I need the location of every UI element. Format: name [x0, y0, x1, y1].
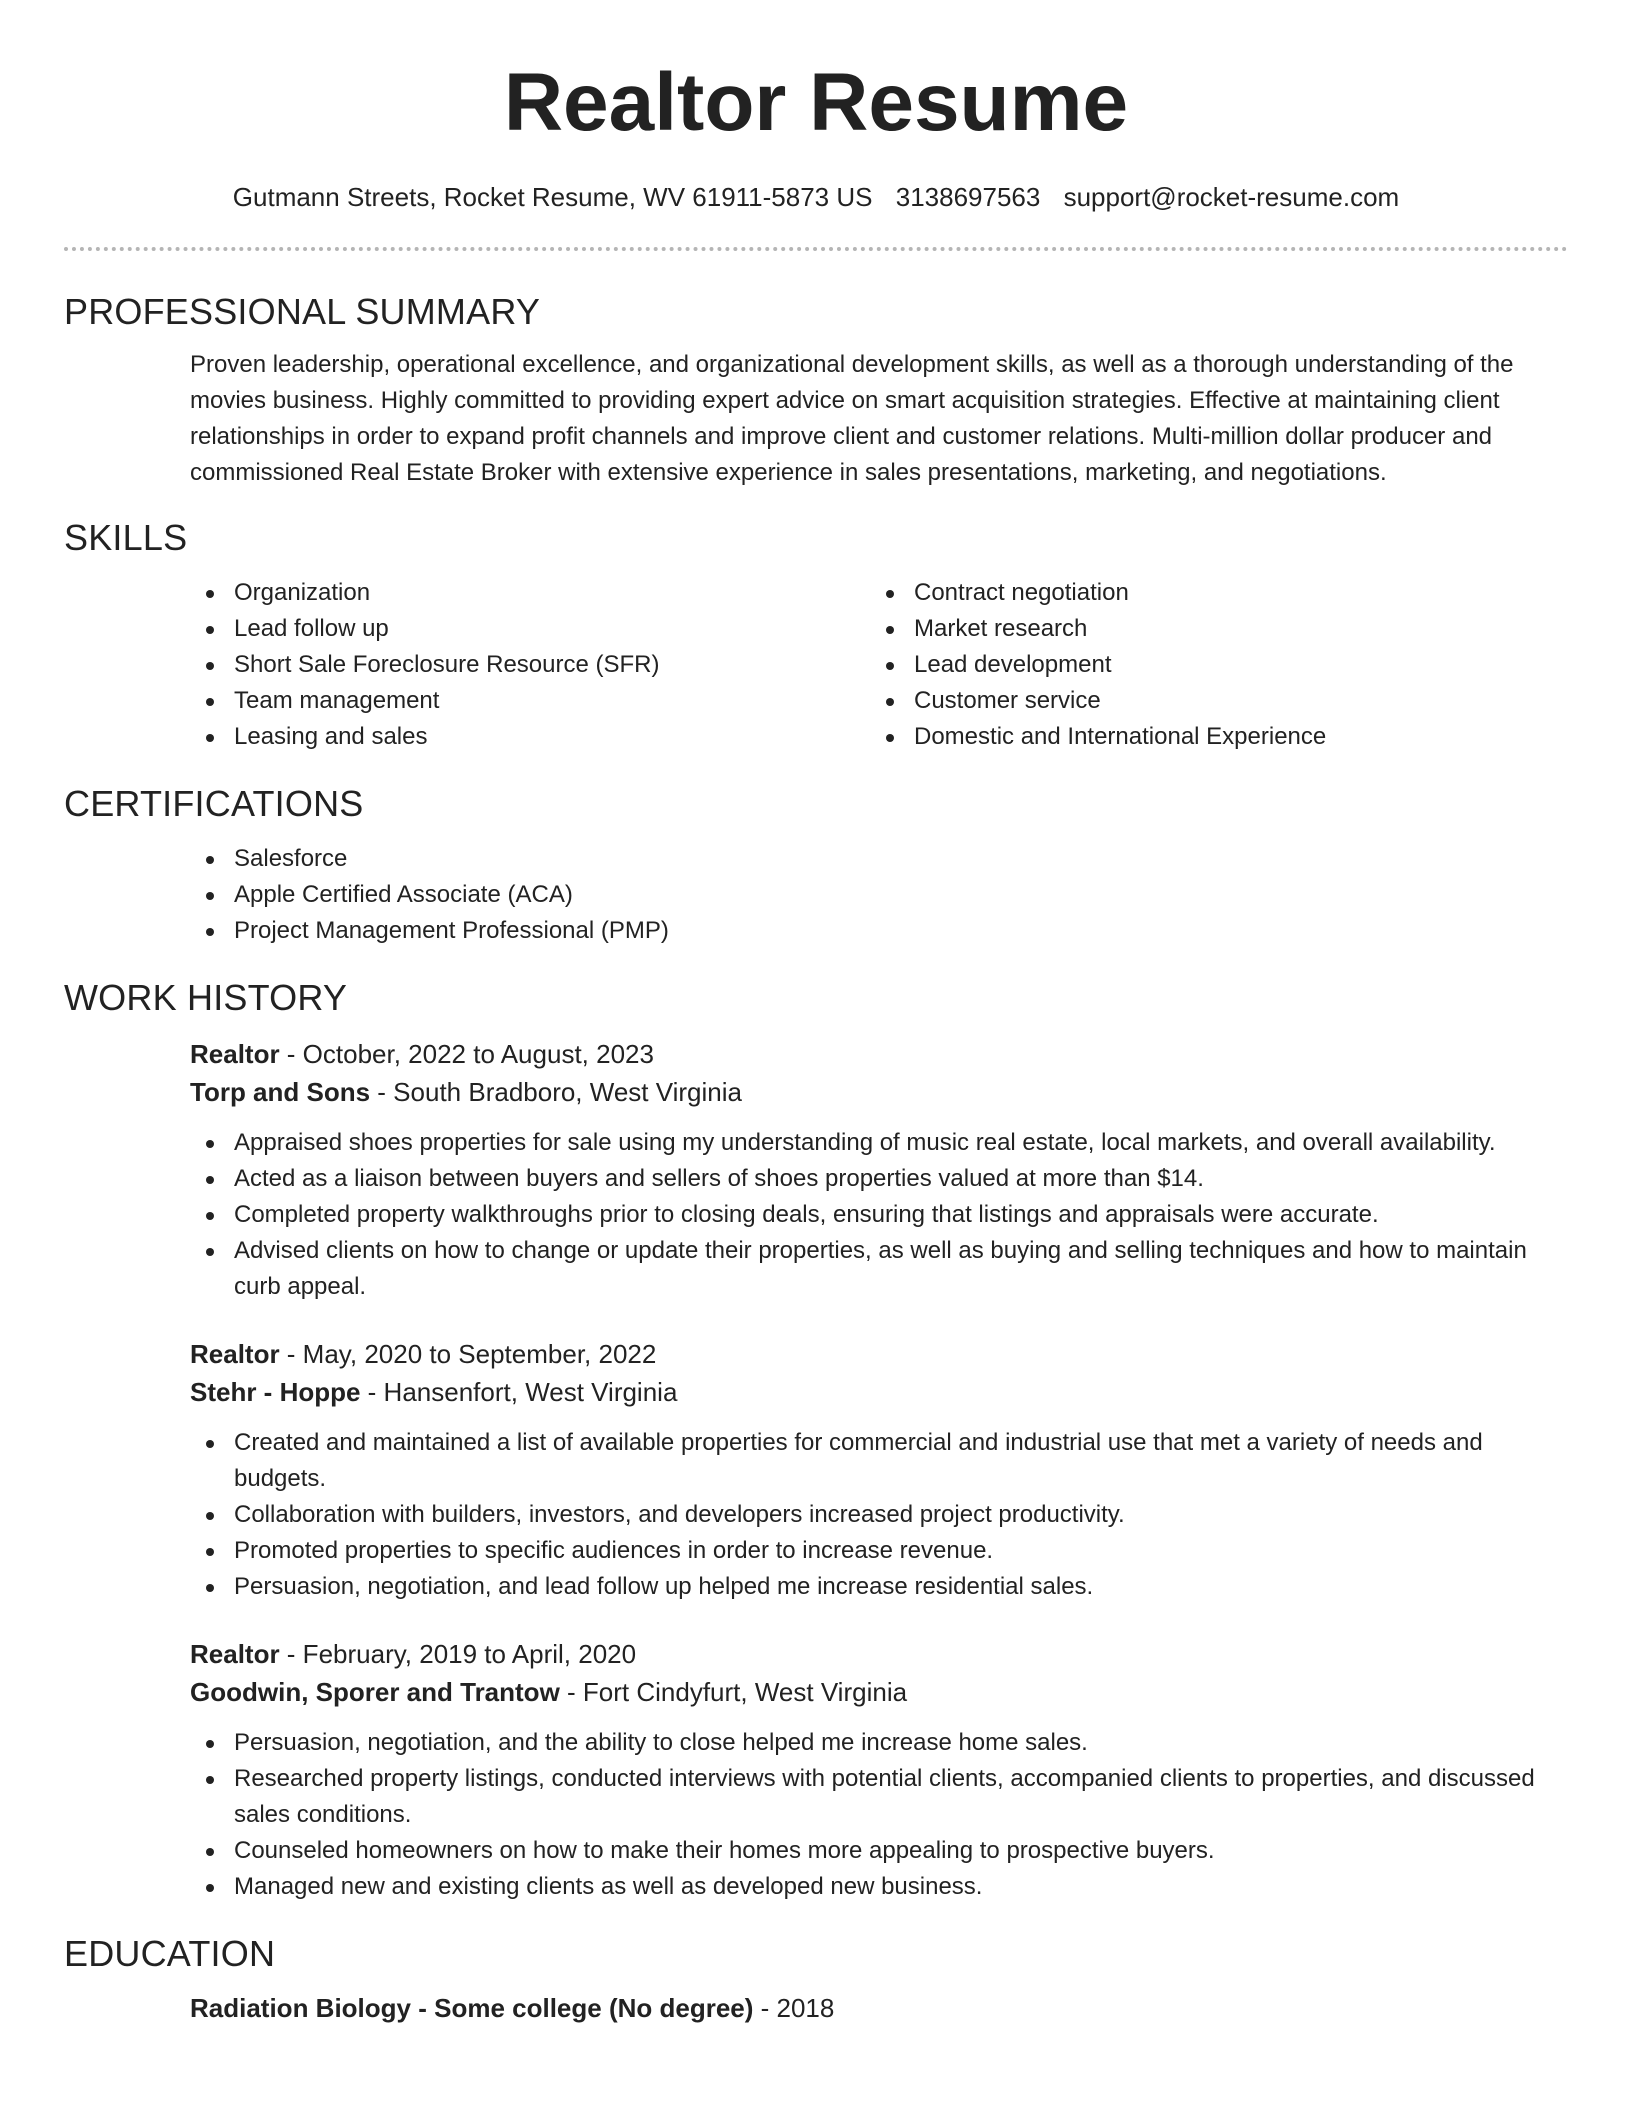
skills-heading: SKILLS — [64, 517, 188, 558]
job-title-line — [190, 1335, 1568, 1373]
job-company-line — [190, 1673, 1568, 1711]
job-location: - Hansenfort, West Virginia — [360, 1377, 678, 1407]
skill-item: Leasing and sales — [190, 719, 870, 755]
certifications-heading: CERTIFICATIONS — [64, 783, 364, 824]
job-bullet: Created and maintained a list of available properties for commercial and industrial use that met a variety of needs and budgets. — [190, 1425, 1568, 1497]
job-bullet: Persuasion, negotiation, and lead follow up helped me increase residential sales. — [190, 1569, 1568, 1605]
job-dates: - February, 2019 to April, 2020 — [279, 1639, 637, 1669]
certification-item: Salesforce — [190, 841, 1568, 877]
contact-phone: 3138697563 — [895, 182, 1041, 212]
job-company: Goodwin, Sporer and Trantow — [190, 1677, 560, 1707]
job-bullet: Advised clients on how to change or update their properties, as well as buying and selling techniques and how to maintain curb appeal. — [190, 1233, 1568, 1305]
job-bullet: Promoted properties to specific audiences in order to increase revenue. — [190, 1533, 1568, 1569]
job-bullets — [190, 1425, 1568, 1605]
certification-item: Apple Certified Associate (ACA) — [190, 877, 1568, 913]
job-entry — [190, 1035, 1568, 1305]
education-line — [190, 1989, 1568, 2027]
job-entry — [190, 1335, 1568, 1605]
summary-section — [64, 291, 1568, 491]
skill-item: Contract negotiation — [870, 575, 1550, 611]
skill-item: Domestic and International Experience — [870, 719, 1550, 755]
job-bullet: Acted as a liaison between buyers and sellers of shoes properties valued at more than $14. — [190, 1161, 1568, 1197]
job-title-line — [190, 1635, 1568, 1673]
skill-item: Customer service — [870, 683, 1550, 719]
skill-item: Market research — [870, 611, 1550, 647]
skills-section — [64, 517, 1568, 755]
job-location: - Fort Cindyfurt, West Virginia — [559, 1677, 908, 1707]
job-company-line — [190, 1073, 1568, 1111]
skills-grid — [190, 575, 1568, 755]
skill-item: Short Sale Foreclosure Resource (SFR) — [190, 647, 870, 683]
job-bullet: Collaboration with builders, investors, and developers increased project productivity. — [190, 1497, 1568, 1533]
job-title: Realtor — [190, 1039, 280, 1069]
education-heading: EDUCATION — [64, 1933, 276, 1974]
job-bullet: Persuasion, negotiation, and the ability to close helped me increase home sales. — [190, 1725, 1568, 1761]
contact-email: support@rocket-resume.com — [1063, 182, 1400, 212]
skill-item: Lead follow up — [190, 611, 870, 647]
job-bullets — [190, 1725, 1568, 1905]
education-section — [64, 1933, 1568, 2027]
certifications-list — [190, 841, 1568, 949]
job-dates: - October, 2022 to August, 2023 — [279, 1039, 654, 1069]
summary-text: Proven leadership, operational excellence, and organizational development skills, as well as a thorough understanding of the movies business. Highly committed to providing expert advice on smart acquisition strategies. Effective at maintaining client relationships in order to expand profit channels and improve client and customer relations. Multi-million dollar producer and commissioned Real Estate Broker with extensive experience in sales presentations, marketing, and negotiations. — [190, 351, 1514, 486]
job-bullet: Counseled homeowners on how to make their homes more appealing to prospective buyers. — [190, 1833, 1568, 1869]
work-history-section — [64, 977, 1568, 1905]
contact-address: Gutmann Streets, Rocket Resume, WV 61911-5873 US — [232, 182, 873, 212]
job-bullet: Managed new and existing clients as well as developed new business. — [190, 1869, 1568, 1905]
job-bullet: Researched property listings, conducted interviews with potential clients, accompanied clients to properties, and discussed sales conditions. — [190, 1761, 1568, 1833]
certifications-section — [64, 783, 1568, 949]
resume-title: Realtor Resume — [503, 57, 1129, 148]
job-bullet: Appraised shoes properties for sale using my understanding of music real estate, local markets, and overall availability. — [190, 1125, 1568, 1161]
education-year: - 2018 — [753, 1993, 835, 2023]
job-bullets — [190, 1125, 1568, 1305]
education-degree: Radiation Biology - Some college (No degree) — [190, 1993, 754, 2023]
contact-line — [64, 182, 1568, 213]
skills-right-list — [870, 575, 1550, 755]
job-location: - South Bradboro, West Virginia — [370, 1077, 742, 1107]
job-bullet: Completed property walkthroughs prior to closing deals, ensuring that listings and appraisals were accurate. — [190, 1197, 1568, 1233]
skill-item: Lead development — [870, 647, 1550, 683]
header-divider — [64, 247, 1568, 251]
certification-item: Project Management Professional (PMP) — [190, 913, 1568, 949]
skills-left-list — [190, 575, 870, 755]
job-company: Stehr - Hoppe — [190, 1377, 361, 1407]
job-title: Realtor — [190, 1639, 280, 1669]
job-dates: - May, 2020 to September, 2022 — [279, 1339, 657, 1369]
job-company-line — [190, 1373, 1568, 1411]
job-title: Realtor — [190, 1339, 280, 1369]
summary-heading: PROFESSIONAL SUMMARY — [64, 291, 541, 332]
skill-item: Team management — [190, 683, 870, 719]
job-company: Torp and Sons — [190, 1077, 371, 1107]
skill-item: Organization — [190, 575, 870, 611]
work-history-heading: WORK HISTORY — [64, 977, 348, 1018]
job-title-line — [190, 1035, 1568, 1073]
job-entry — [190, 1635, 1568, 1905]
